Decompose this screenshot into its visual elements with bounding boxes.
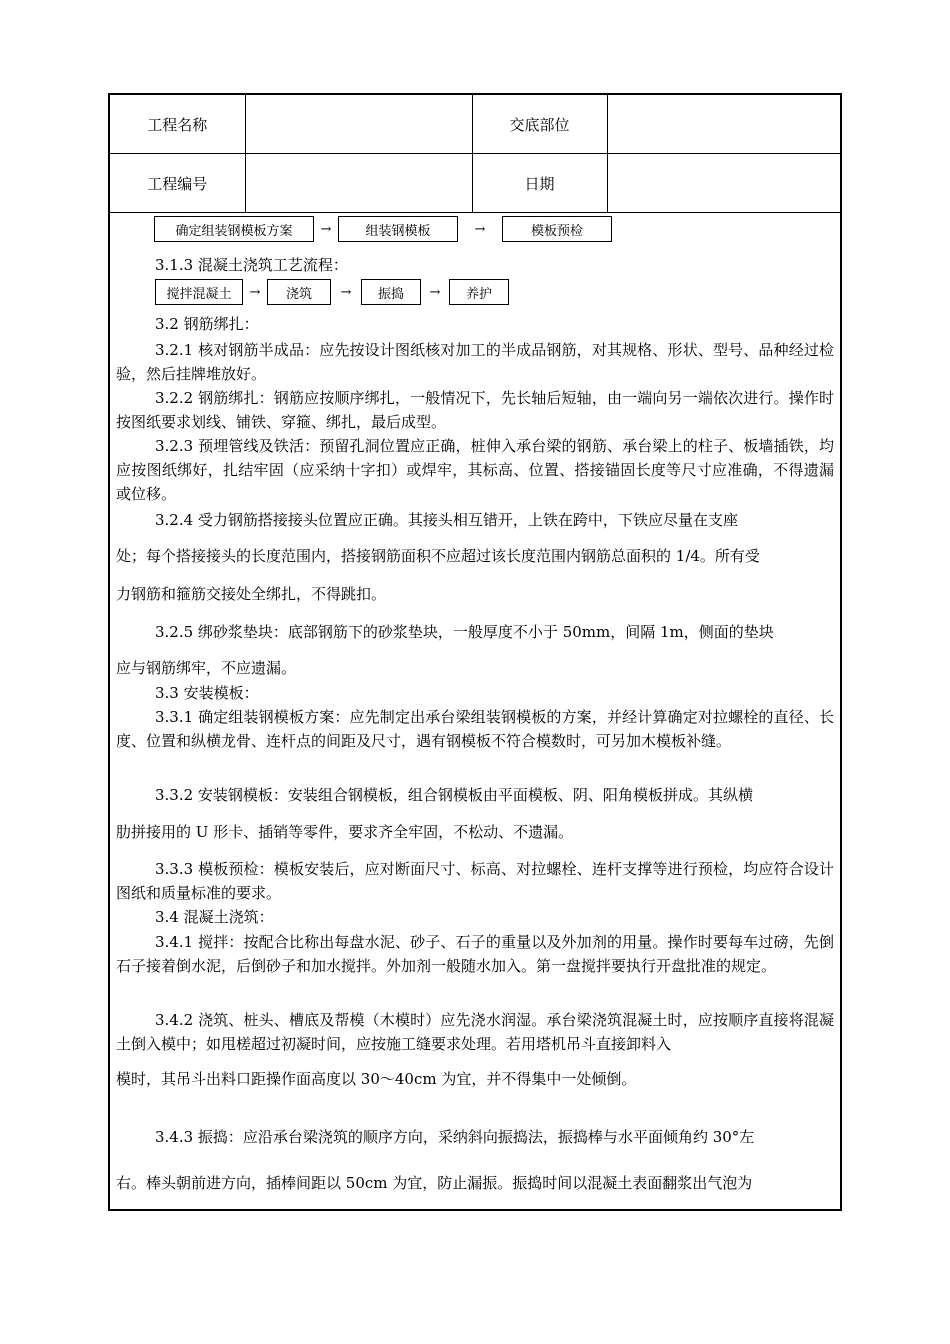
para-3-4-2-line3: 模时，其吊斗出料口距操作面高度以 30～40cm 为宜，并不得集中一处倾倒。: [116, 1070, 637, 1088]
section-3-2-heading: 3.2 钢筋绑扎：: [155, 315, 259, 333]
project-no-field[interactable]: [245, 154, 472, 213]
flow-arrow: →: [249, 284, 261, 300]
concrete-flow-title: 3.1.3 混凝土浇筑工艺流程：: [155, 256, 348, 274]
flow-step-pour: 浇筑: [267, 279, 331, 305]
para-3-2-4-line1: 3.2.4 受力钢筋搭接接头位置应正确。其接头相互错开，上铁在跨中，下铁应尽量在支座: [155, 511, 738, 529]
para-3-2-5-line1: 3.2.5 绑砂浆垫块：底部钢筋下的砂浆垫块，一般厚度不小于 50mm，间隔 1m，侧面的垫块: [155, 623, 774, 641]
para-3-2-5-line2: 应与钢筋绑牢，不应遗漏。: [116, 659, 297, 677]
flow-arrow: →: [320, 221, 332, 237]
project-name-label: 工程名称: [110, 95, 245, 154]
date-label: 日期: [472, 154, 607, 213]
flow-arrow: →: [474, 221, 486, 237]
para-3-3-2-line1: 3.3.2 安装钢模板：安装组合钢模板，组合钢模板由平面模板、阴、阳角模板拼成。其纵横: [155, 786, 753, 804]
project-no-label: 工程编号: [110, 154, 245, 213]
para-3-4-1: 3.4.1 搅拌：按配合比称出每盘水泥、砂子、石子的重量以及外加剂的用量。操作时要每车过磅，先倒石子接着倒水泥，后倒砂子和加水搅拌。外加剂一般随水加入。第一盘搅拌要执行开盘批准的规定。: [116, 933, 834, 975]
flow-step-formwork-check: 模板预检: [502, 216, 612, 242]
header-table: [110, 95, 840, 213]
formwork-flowchart: [154, 216, 612, 242]
flow-arrow: →: [340, 284, 352, 300]
para-3-4-2-lines1-2: 3.4.2 浇筑、桩头、槽底及帮模（木模时）应先浇水润湿。承台梁浇筑混凝土时，应按顺序直接将混凝土倒入模中；如甩槎超过初凝时间，应按施工缝要求处理。若用塔机吊斗直接卸料入: [116, 1011, 834, 1053]
para-3-3-1: 3.3.1 确定组装钢模板方案：应先制定出承台梁组装钢模板的方案，并经计算确定对拉螺栓的直径、长度、位置和纵横龙骨、连杆点的间距及尺寸，遇有钢模板不符合模数时，可另加木模板补缝。: [116, 708, 834, 750]
header-row-2: [110, 154, 840, 213]
para-3-2-2: 3.2.2 钢筋绑扎：钢筋应按顺序绑扎，一般情况下，先长轴后短轴，由一端向另一端依次进行。操作时按图纸要求划线、铺铁、穿箍、绑扎，最后成型。: [116, 389, 834, 431]
section-3-3-heading: 3.3 安装模板：: [155, 684, 259, 702]
document-frame: [108, 93, 842, 1211]
para-3-2-3: 3.2.3 预埋管线及铁活：预留孔洞位置应正确，桩伸入承台梁的钢筋、承台梁上的柱子、板墙插铁，均应按图纸绑好，扎结牢固（应采纳十字扣）或焊牢，其标高、位置、搭接锚固长度等尺寸应准确，不得遗漏或位移。: [116, 437, 834, 503]
para-3-4-3-line2: 右。棒头朝前进方向，插棒间距以 50cm 为宜，防止漏振。振捣时间以混凝土表面翻浆出气泡为: [116, 1174, 753, 1192]
para-3-2-1: 3.2.1 核对钢筋半成品：应先按设计图纸核对加工的半成品钢筋，对其规格、形状、型号、品种经过检验，然后挂牌堆放好。: [116, 341, 834, 383]
para-3-2-4-line2: 处；每个搭接接头的长度范围内，搭接钢筋面积不应超过该长度范围内钢筋总面积的 1/4。所有受: [116, 547, 760, 565]
flow-step-assemble-formwork: 组装钢模板: [338, 216, 458, 242]
para-3-3-2-line2: 肋拼接用的 U 形卡、插销等零件，要求齐全牢固，不松动、不遗漏。: [116, 823, 574, 841]
project-name-field[interactable]: [245, 95, 472, 154]
concrete-flowchart: [155, 279, 509, 305]
flow-step-cure: 养护: [449, 279, 509, 305]
para-3-2-4-line3: 力钢筋和箍筋交接处全绑扎，不得跳扣。: [116, 585, 387, 603]
header-row-1: [110, 95, 840, 154]
date-field[interactable]: [607, 154, 840, 213]
para-3-4-3-line1: 3.4.3 振捣：应沿承台梁浇筑的顺序方向，采纳斜向振捣法，振捣棒与水平面倾角约 30°左: [155, 1128, 755, 1146]
flow-step-mix-concrete: 搅拌混凝土: [155, 279, 243, 305]
location-field[interactable]: [607, 95, 840, 154]
flow-step-formwork-plan: 确定组装钢模板方案: [154, 216, 314, 242]
flow-arrow: →: [429, 284, 441, 300]
flow-step-vibrate: 振捣: [361, 279, 421, 305]
section-3-4-heading: 3.4 混凝土浇筑：: [155, 908, 274, 926]
location-label: 交底部位: [472, 95, 607, 154]
para-3-3-3: 3.3.3 模板预检：模板安装后，应对断面尺寸、标高、对拉螺栓、连杆支撑等进行预检，均应符合设计图纸和质量标准的要求。: [116, 860, 834, 902]
